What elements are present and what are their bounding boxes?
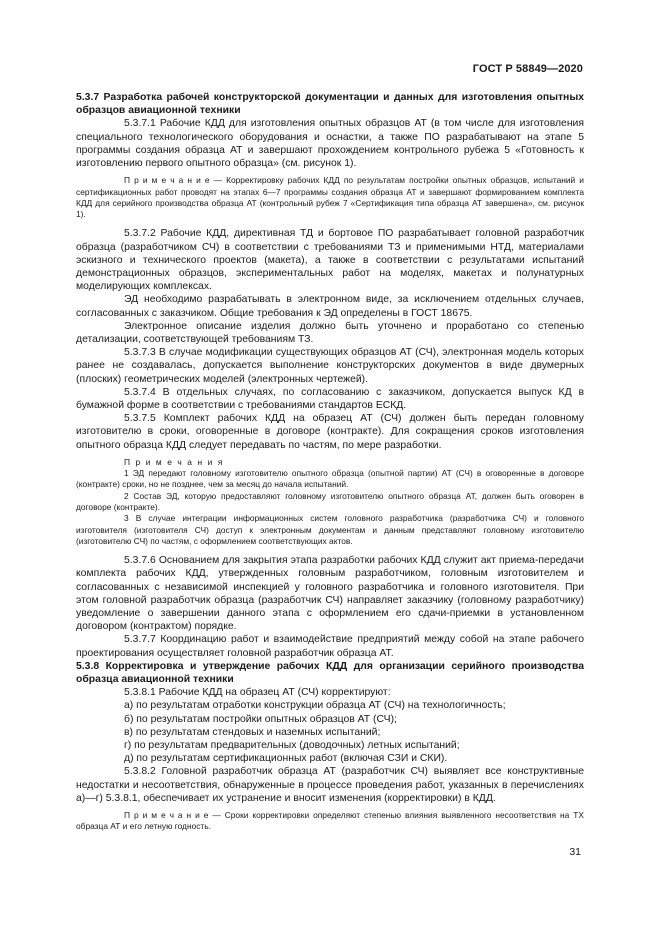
paragraph: 5.3.7.3 В случае модификации существующих образцов АТ (СЧ), электронная модель которых ранее не создавалась, допускается выполнение конструкторских документов в виде двумерных (плоских) геометрических моделей (электронных чертежей). [76,347,584,385]
list-item: а) по результатам отработки конструкции образца АТ (СЧ) на технологичность; [124,700,506,712]
paragraph: 5.3.8.1 Рабочие КДД на образец АТ (СЧ) корректируют: [124,687,391,699]
paragraph: 5.3.7.6 Основанием для закрытия этапа разработки рабочих КДД служит акт приема-передачи комплекта рабочих КДД, утвержденных головным разработчиком, головным изготовителем и согласованных с независимой инспекцией у головного разработчика и головного изготовителя. При этом головной разработчик образца (разработчик СЧ) направляет заказчику (головному разработчику) уведомление о завершении данного этапа с оформлением его сдачи-приемки в установленном договором (контрактом) порядке. [76,555,584,633]
notes-heading: П р и м е ч а н и я [124,456,224,467]
note-item: 3 В случае интеграции информационных систем головного разработчика (разработчика СЧ) и головного изготовителя (изготовителя СЧ) доступ к электронным документам и данным представляют головному изготовителю (изготовителю СЧ) по частям, с оформлением соответствующих актов. [76,513,584,546]
section-heading: 5.3.8 Корректировка и утверждение рабочих КДД для организации серийного производства образца авиационной техники [76,660,584,686]
note: П р и м е ч а н и е — Корректировку рабочих КДД по результатам постройки опытных образцов, испытаний и сертификационных работ проводят на этапах 6—7 программы создания образца АТ и завершают формированием комплекта КДД для серийного производства образца АТ (контрольный рубеж 7 «Сертификация типа образца АТ завершена», см. рисунок 1). [76,175,584,220]
list-item: б) по результатам постройки опытных образцов АТ (СЧ); [124,713,397,725]
note-item: 2 Состав ЭД, которую предоставляют головному изготовителю опытного образца АТ, должен быть оговорен в договоре (контракте). [76,490,584,513]
note: П р и м е ч а н и е — Сроки корректировки определяют степенью влияния выявленного несоответствия на ТХ образца АТ и его летную годность. [76,810,584,832]
paragraph: ЭД необходимо разрабатывать в электронном виде, за исключением отдельных случаев, согласованных с заказчиком. Общие требования к ЭД определены в ГОСТ 18675. [76,294,584,319]
paragraph: 5.3.7.2 Рабочие КДД, директивная ТД и бортовое ПО разрабатывает головной разработчик образца (разработчиком СЧ) в соответствии с требованиями ТЗ и применимыми НТД, материалами эскизного и технического проектов (макета), а также в соответствии с результатами испытаний демонстрационных образцов, экспериментальных работ на моделях, макетах и полунатурных моделирующих комплексах. [76,228,584,293]
list-item: в) по результатам стендовых и наземных испытаний; [124,726,381,738]
paragraph: 5.3.7.1 Рабочие КДД для изготовления опытных образцов АТ (в том числе для изготовления специального технологического оборудования и оснастки, а также ПО разрабатывают на этапе 5 программы создания образца АТ и завершают прохождением контрольного рубежа 5 «Готовность к изготовлению первого опытного образца» (см. рисунок 1). [76,118,584,170]
note-item: 1 ЭД передают головному изготовителю опытного образца (опытной партии) АТ (СЧ) в оговоренные в договоре (контракте) сроки, но не позднее, чем за месяц до начала испытаний. [76,468,584,490]
page-content [76,91,584,840]
note-block [76,175,584,220]
page-number: 31 [569,846,581,858]
paragraph: 5.3.7.4 В отдельных случаях, по согласованию с заказчиком, допускается выпуск КД в бумажной форме в соответствии с требованиями стандартов ЕСКД. [76,386,584,412]
paragraph: 5.3.8.2 Головной разработчик образца АТ (разработчик СЧ) выявляет все конструктивные недостатки и несоответствия, обнаруженные в процессе проведения работ, указанных в перечислениях а)—г) 5.3.8.1, обеспечивает их устранение и вносит изменения (корректировки) в КДД. [76,766,584,804]
notes-block [76,457,584,547]
note-block [76,810,584,833]
section-heading: 5.3.7 Разработка рабочей конструкторской документации и данных для изготовления опытных образцов авиационной техники [76,92,584,117]
standard-code: ГОСТ Р 58849—2020 [472,63,583,75]
paragraph: 5.3.7.5 Комплект рабочих КДД на образец АТ (СЧ) должен быть передан головному изготовителю в сроки, оговоренные в договоре (контракте). Для сокращения сроков изготовления опытного образца КДД следует передавать по частям, по мере разработки. [76,413,584,451]
list-item: г) по результатам предварительных (доводочных) летных испытаний; [124,740,460,752]
list-item: д) по результатам сертификационных работ (включая СЗИ и СКИ). [124,753,448,765]
paragraph: 5.3.7.7 Координацию работ и взаимодействие предприятий между собой на этапе рабочего проектирования осуществляет головной разработчик образца АТ. [76,634,584,659]
paragraph: Электронное описание изделия должно быть уточнено и проработано со степенью детализации, соответствующей требованиям ТЗ. [76,320,584,346]
